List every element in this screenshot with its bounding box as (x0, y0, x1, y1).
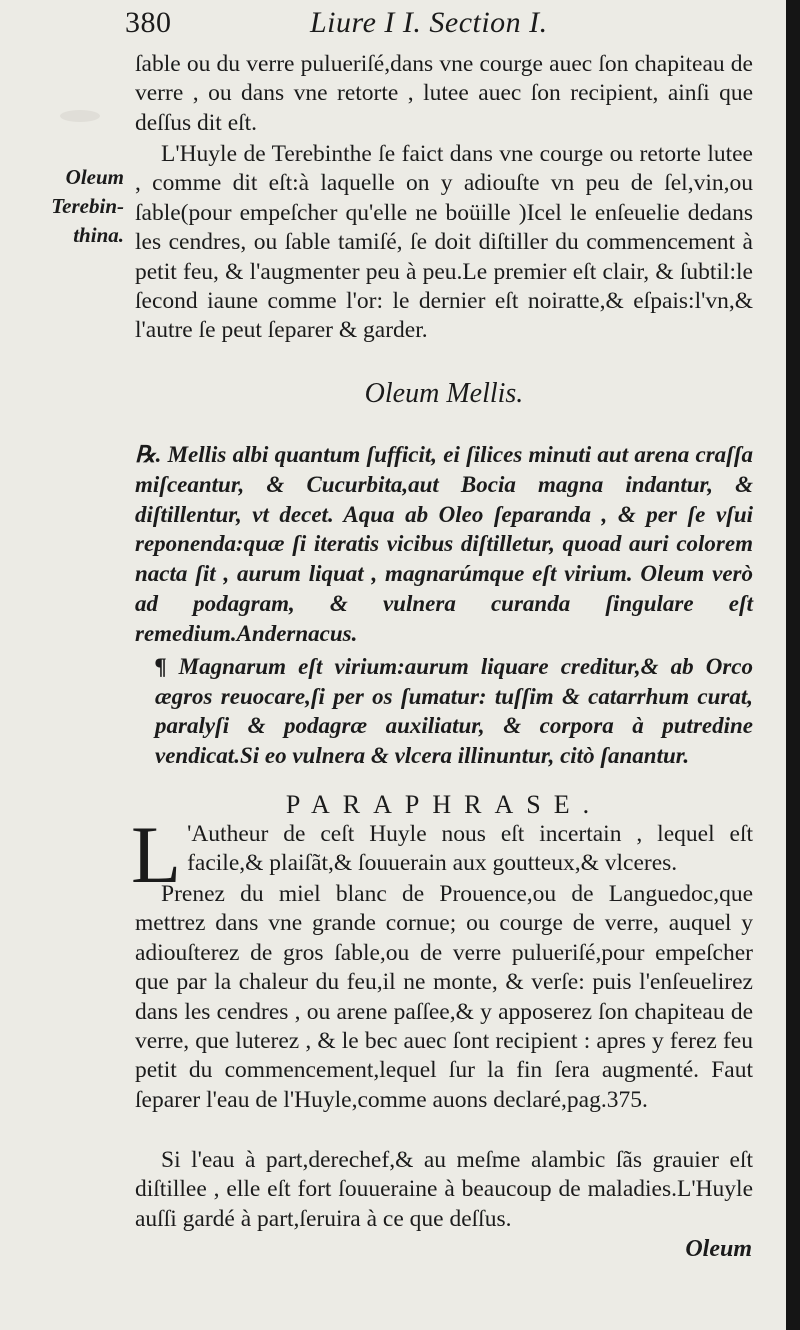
paragraph-text: L'Huyle de Terebinthe ſe faict dans vne courge ou retorte lutee , comme dit eſt:à laquelle on y adiouſte vn peu de ſel,vin,ou ſable(pour empeſcher qu'elle ne boüille )Icel le enſeuelie dedans les cendres, ou ſable tamiſé, ſe doit diſtiller du commencement à petit feu, & l'augmenter peu à peu.Le premier eſt clair, & ſubtil:le ſecond iaune comme l'or: le dernier eſt noiratte,& eſpais:l'vn,& l'autre ſe peut ſeparer & garder. (135, 141, 753, 344)
terebinthe-paragraph (135, 140, 753, 346)
paragraph-text: Si l'eau à part,derechef,& au meſme alambic ſãs grauier eſt diſtillee , elle eſt fort ſouueraine à beaucoup de maladies.L'Huyle auſſi gardé à part,ſeruira à ce que deſſus. (135, 1147, 753, 1232)
running-head (125, 6, 765, 46)
page-number: 380 (125, 6, 172, 39)
recipe-title: Oleum Mellis. (364, 378, 524, 409)
paraphrase-method (135, 880, 753, 1115)
paragraph-text: ſable ou du verre pulueriſé,dans vne courge auec ſon chapiteau de verre , ou dans vne retorte , lutee auec ſon recipient, ainſi que deſſus dit eſt. (135, 51, 753, 136)
paraphrase-title: PARAPHRASE. (285, 790, 603, 819)
paragraph-text: Prenez du miel blanc de Prouence,ou de Languedoc,que mettrez dans vne grande cornue; ou courge de verre, auquel y adiouſterez de gros ſable,ou de verre pulueriſé,pour empeſcher que par la chaleur du feu,il ne monte, & verſe: puis l'enſeuelirez dans les cendres , ou arene paſſee,& y apposerez ſon chapiteau de verre, que luterez , & le bec auec ſont recipient : apres y ferez feu petit du commencement,lequel ſur la fin ſera augmenté. Faut ſeparer l'eau de l'Huyle,comme auons declaré,pag.375. (135, 881, 753, 1113)
paraphrase-intro (131, 809, 753, 900)
recipe-text-block (135, 440, 753, 649)
margin-note-line: Terebin- (51, 194, 124, 218)
paraphrase-closing (135, 1146, 753, 1234)
recipe-text: ℞. Mellis albi quantum ſufficit, ei ſilices minuti aut arena craſſa miſceantur, & Cucurbita,aut Bocia magna indantur, & diſtillentur, vt decet. Aqua ab Oleo ſeparanda , & per ſe vſui reponenda:quæ ſi iteratis vicibus diſtilletur, quoad auri colorem nacta ſit , aurum liquat , magnarúmque eſt virium. Oleum verò ad podagram, & vulnera curanda ſingulare eſt remedium.Andernacus. (135, 442, 753, 646)
page-binding-edge (786, 0, 800, 1330)
recipe-note-block (135, 652, 753, 770)
margin-note (14, 163, 124, 250)
recipe-note: ¶ Magnarum eſt virium:aurum liquare creditur,& ab Orco ægros reuocare,ſi per os ſumatur: tuſſim & catarrhum curat, paralyſi & podagræ auxiliatur, & corpora à putredine vendicat.Si eo vulnera & vlcera illinuntur, citò ſanantur. (155, 654, 753, 768)
running-title: Liure I I. Section I. (310, 6, 548, 39)
continuation-paragraph (135, 50, 753, 138)
margin-note-line: thina. (73, 223, 124, 247)
drop-cap: L (131, 809, 182, 900)
ink-smudge (60, 110, 100, 122)
paragraph-text: 'Autheur de ceſt Huyle nous eſt incertain , lequel eſt facile,& plaiſãt,& ſouuerain aux goutteux,& vlceres. (187, 821, 753, 877)
margin-note-line: Oleum (65, 165, 124, 189)
catchword: Oleum (685, 1236, 752, 1262)
